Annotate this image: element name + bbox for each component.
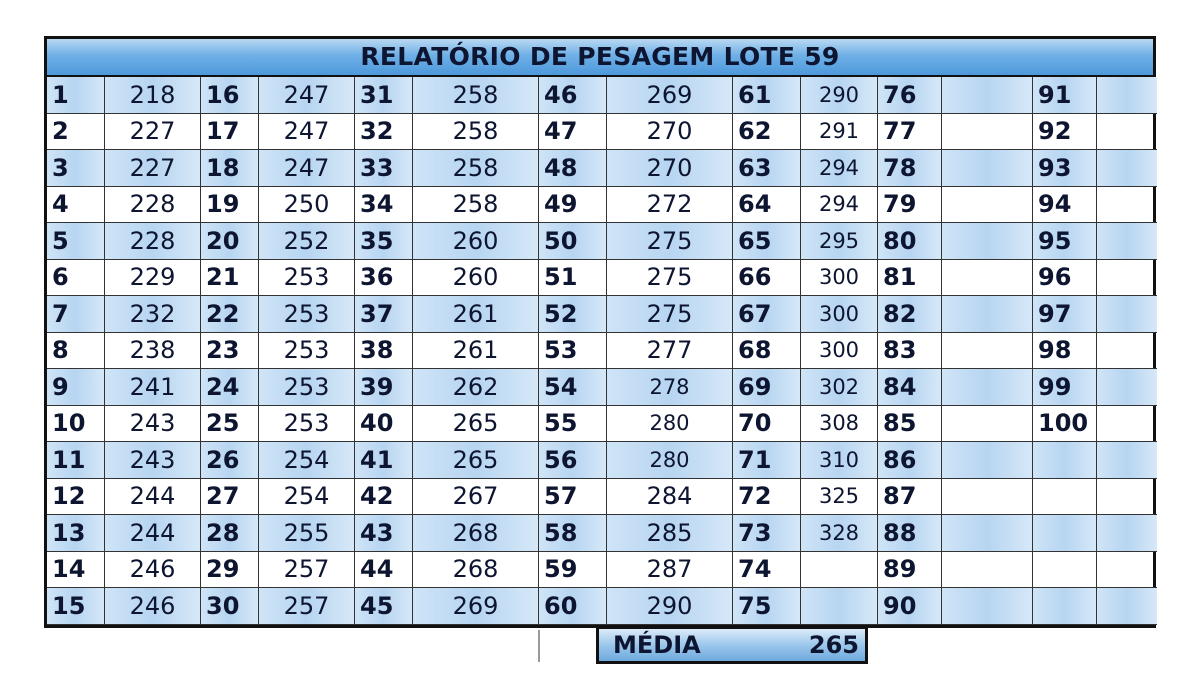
animal-number-cell: 63 <box>733 150 801 187</box>
weight-cell: 272 <box>607 187 733 224</box>
animal-number-cell: 17 <box>201 114 259 151</box>
weight-cell <box>1097 442 1157 479</box>
animal-number-cell: 46 <box>539 77 607 114</box>
weight-cell: 269 <box>607 77 733 114</box>
animal-number-cell: 36 <box>355 260 413 297</box>
weight-cell: 300 <box>801 296 878 333</box>
weight-cell: 243 <box>105 442 201 479</box>
animal-number-cell: 93 <box>1033 150 1097 187</box>
weight-cell: 246 <box>105 552 201 589</box>
animal-number-cell: 59 <box>539 552 607 589</box>
weight-cell <box>942 552 1033 589</box>
average-box <box>596 626 868 664</box>
animal-number-cell: 77 <box>878 114 942 151</box>
weight-cell <box>1097 479 1157 516</box>
weight-cell <box>1097 150 1157 187</box>
animal-number-cell: 13 <box>47 515 105 552</box>
animal-number-cell: 97 <box>1033 296 1097 333</box>
animal-number-cell <box>1033 479 1097 516</box>
animal-number-cell: 81 <box>878 260 942 297</box>
weight-cell <box>1097 77 1157 114</box>
animal-number-cell: 78 <box>878 150 942 187</box>
weight-cell <box>942 479 1033 516</box>
weight-cell: 243 <box>105 406 201 443</box>
animal-number-cell: 25 <box>201 406 259 443</box>
animal-number-cell: 23 <box>201 333 259 370</box>
weight-cell <box>801 588 878 625</box>
animal-number-cell: 88 <box>878 515 942 552</box>
weight-cell: 290 <box>801 77 878 114</box>
animal-number-cell: 84 <box>878 369 942 406</box>
weight-cell <box>1097 223 1157 260</box>
weight-cell: 265 <box>413 406 539 443</box>
weight-cell: 253 <box>259 369 355 406</box>
weight-cell <box>942 296 1033 333</box>
animal-number-cell: 62 <box>733 114 801 151</box>
animal-number-cell: 66 <box>733 260 801 297</box>
weight-cell <box>1097 187 1157 224</box>
animal-number-cell: 53 <box>539 333 607 370</box>
weight-cell: 294 <box>801 187 878 224</box>
animal-number-cell: 64 <box>733 187 801 224</box>
animal-number-cell <box>1033 588 1097 625</box>
weight-cell: 255 <box>259 515 355 552</box>
weight-cell: 258 <box>413 114 539 151</box>
animal-number-cell: 28 <box>201 515 259 552</box>
animal-number-cell: 55 <box>539 406 607 443</box>
weighing-grid <box>47 77 1153 625</box>
animal-number-cell <box>1033 442 1097 479</box>
weight-cell: 218 <box>105 77 201 114</box>
weight-cell: 325 <box>801 479 878 516</box>
weight-cell <box>942 150 1033 187</box>
animal-number-cell: 82 <box>878 296 942 333</box>
animal-number-cell: 26 <box>201 442 259 479</box>
animal-number-cell: 11 <box>47 442 105 479</box>
animal-number-cell: 95 <box>1033 223 1097 260</box>
animal-number-cell: 10 <box>47 406 105 443</box>
weight-cell: 260 <box>413 260 539 297</box>
weight-cell <box>1097 588 1157 625</box>
animal-number-cell: 80 <box>878 223 942 260</box>
animal-number-cell: 83 <box>878 333 942 370</box>
animal-number-cell: 50 <box>539 223 607 260</box>
animal-number-cell: 4 <box>47 187 105 224</box>
animal-number-cell: 47 <box>539 114 607 151</box>
weighing-report-sheet <box>44 36 1156 628</box>
weight-cell: 328 <box>801 515 878 552</box>
weight-cell: 238 <box>105 333 201 370</box>
animal-number-cell: 35 <box>355 223 413 260</box>
weight-cell: 294 <box>801 150 878 187</box>
animal-number-cell: 32 <box>355 114 413 151</box>
animal-number-cell <box>1033 515 1097 552</box>
animal-number-cell: 31 <box>355 77 413 114</box>
animal-number-cell: 60 <box>539 588 607 625</box>
animal-number-cell: 21 <box>201 260 259 297</box>
animal-number-cell: 92 <box>1033 114 1097 151</box>
weight-cell: 258 <box>413 150 539 187</box>
weight-cell: 232 <box>105 296 201 333</box>
animal-number-cell: 100 <box>1033 406 1097 443</box>
animal-number-cell: 44 <box>355 552 413 589</box>
weight-cell <box>942 223 1033 260</box>
weight-cell <box>942 406 1033 443</box>
animal-number-cell: 85 <box>878 406 942 443</box>
weight-cell <box>1097 552 1157 589</box>
weight-cell <box>1097 369 1157 406</box>
weight-cell: 252 <box>259 223 355 260</box>
animal-number-cell: 16 <box>201 77 259 114</box>
animal-number-cell: 22 <box>201 296 259 333</box>
animal-number-cell: 30 <box>201 588 259 625</box>
animal-number-cell: 38 <box>355 333 413 370</box>
animal-number-cell: 76 <box>878 77 942 114</box>
animal-number-cell: 86 <box>878 442 942 479</box>
weight-cell: 253 <box>259 296 355 333</box>
weight-cell: 302 <box>801 369 878 406</box>
animal-number-cell: 54 <box>539 369 607 406</box>
weight-cell: 241 <box>105 369 201 406</box>
animal-number-cell: 49 <box>539 187 607 224</box>
animal-number-cell: 42 <box>355 479 413 516</box>
animal-number-cell: 34 <box>355 187 413 224</box>
weight-cell: 269 <box>413 588 539 625</box>
animal-number-cell: 45 <box>355 588 413 625</box>
weight-cell: 260 <box>413 223 539 260</box>
weight-cell: 258 <box>413 77 539 114</box>
animal-number-cell: 72 <box>733 479 801 516</box>
animal-number-cell: 8 <box>47 333 105 370</box>
animal-number-cell: 24 <box>201 369 259 406</box>
animal-number-cell: 74 <box>733 552 801 589</box>
weight-cell: 247 <box>259 114 355 151</box>
weight-cell: 229 <box>105 260 201 297</box>
animal-number-cell: 12 <box>47 479 105 516</box>
weight-cell: 227 <box>105 114 201 151</box>
animal-number-cell: 15 <box>47 588 105 625</box>
weight-cell: 284 <box>607 479 733 516</box>
animal-number-cell: 94 <box>1033 187 1097 224</box>
weight-cell: 265 <box>413 442 539 479</box>
weight-cell: 275 <box>607 296 733 333</box>
animal-number-cell: 6 <box>47 260 105 297</box>
weight-cell <box>942 260 1033 297</box>
animal-number-cell: 56 <box>539 442 607 479</box>
weight-cell: 246 <box>105 588 201 625</box>
animal-number-cell: 7 <box>47 296 105 333</box>
weight-cell <box>942 187 1033 224</box>
weight-cell: 295 <box>801 223 878 260</box>
animal-number-cell: 29 <box>201 552 259 589</box>
animal-number-cell: 71 <box>733 442 801 479</box>
animal-number-cell: 27 <box>201 479 259 516</box>
weight-cell: 262 <box>413 369 539 406</box>
weight-cell <box>942 333 1033 370</box>
weight-cell: 227 <box>105 150 201 187</box>
weight-cell: 267 <box>413 479 539 516</box>
weight-cell: 270 <box>607 150 733 187</box>
weight-cell: 253 <box>259 260 355 297</box>
animal-number-cell: 73 <box>733 515 801 552</box>
weight-cell <box>942 588 1033 625</box>
weight-cell: 254 <box>259 442 355 479</box>
weight-cell: 257 <box>259 552 355 589</box>
weight-cell <box>801 552 878 589</box>
animal-number-cell: 37 <box>355 296 413 333</box>
weight-cell <box>942 114 1033 151</box>
weight-cell <box>1097 515 1157 552</box>
animal-number-cell: 1 <box>47 77 105 114</box>
animal-number-cell: 65 <box>733 223 801 260</box>
divider-mark <box>538 630 540 662</box>
animal-number-cell: 89 <box>878 552 942 589</box>
animal-number-cell: 3 <box>47 150 105 187</box>
animal-number-cell: 67 <box>733 296 801 333</box>
animal-number-cell: 68 <box>733 333 801 370</box>
weight-cell: 244 <box>105 479 201 516</box>
weight-cell <box>1097 406 1157 443</box>
weight-cell: 228 <box>105 187 201 224</box>
weight-cell <box>942 442 1033 479</box>
report-title: RELATÓRIO DE PESAGEM LOTE 59 <box>47 39 1153 77</box>
animal-number-cell <box>1033 552 1097 589</box>
weight-cell: 285 <box>607 515 733 552</box>
weight-cell: 253 <box>259 333 355 370</box>
animal-number-cell: 40 <box>355 406 413 443</box>
weight-cell: 228 <box>105 223 201 260</box>
animal-number-cell: 87 <box>878 479 942 516</box>
animal-number-cell: 33 <box>355 150 413 187</box>
weight-cell: 300 <box>801 333 878 370</box>
animal-number-cell: 75 <box>733 588 801 625</box>
animal-number-cell: 41 <box>355 442 413 479</box>
animal-number-cell: 57 <box>539 479 607 516</box>
weight-cell: 275 <box>607 223 733 260</box>
animal-number-cell: 70 <box>733 406 801 443</box>
weight-cell <box>942 77 1033 114</box>
weight-cell: 250 <box>259 187 355 224</box>
animal-number-cell: 19 <box>201 187 259 224</box>
weight-cell: 258 <box>413 187 539 224</box>
weight-cell <box>1097 260 1157 297</box>
weight-cell: 308 <box>801 406 878 443</box>
weight-cell: 300 <box>801 260 878 297</box>
weight-cell: 280 <box>607 406 733 443</box>
animal-number-cell: 9 <box>47 369 105 406</box>
weight-cell: 253 <box>259 406 355 443</box>
animal-number-cell: 48 <box>539 150 607 187</box>
weight-cell: 270 <box>607 114 733 151</box>
weight-cell: 278 <box>607 369 733 406</box>
animal-number-cell: 98 <box>1033 333 1097 370</box>
weight-cell <box>1097 114 1157 151</box>
animal-number-cell: 20 <box>201 223 259 260</box>
animal-number-cell: 51 <box>539 260 607 297</box>
weight-cell: 261 <box>413 296 539 333</box>
weight-cell <box>1097 296 1157 333</box>
weight-cell: 247 <box>259 77 355 114</box>
weight-cell: 257 <box>259 588 355 625</box>
weight-cell: 268 <box>413 515 539 552</box>
animal-number-cell: 99 <box>1033 369 1097 406</box>
weight-cell: 280 <box>607 442 733 479</box>
animal-number-cell: 91 <box>1033 77 1097 114</box>
weight-cell: 247 <box>259 150 355 187</box>
animal-number-cell: 69 <box>733 369 801 406</box>
weight-cell: 261 <box>413 333 539 370</box>
average-value: 265 <box>808 631 859 659</box>
animal-number-cell: 79 <box>878 187 942 224</box>
animal-number-cell: 2 <box>47 114 105 151</box>
animal-number-cell: 90 <box>878 588 942 625</box>
weight-cell: 291 <box>801 114 878 151</box>
weight-cell <box>942 369 1033 406</box>
weight-cell: 277 <box>607 333 733 370</box>
weight-cell <box>942 515 1033 552</box>
weight-cell: 290 <box>607 588 733 625</box>
animal-number-cell: 43 <box>355 515 413 552</box>
animal-number-cell: 39 <box>355 369 413 406</box>
animal-number-cell: 96 <box>1033 260 1097 297</box>
animal-number-cell: 52 <box>539 296 607 333</box>
animal-number-cell: 61 <box>733 77 801 114</box>
weight-cell: 268 <box>413 552 539 589</box>
animal-number-cell: 58 <box>539 515 607 552</box>
weight-cell: 310 <box>801 442 878 479</box>
weight-cell: 287 <box>607 552 733 589</box>
animal-number-cell: 18 <box>201 150 259 187</box>
weight-cell <box>1097 333 1157 370</box>
weight-cell: 244 <box>105 515 201 552</box>
weight-cell: 275 <box>607 260 733 297</box>
weight-cell: 254 <box>259 479 355 516</box>
animal-number-cell: 5 <box>47 223 105 260</box>
animal-number-cell: 14 <box>47 552 105 589</box>
average-label: MÉDIA <box>613 631 701 659</box>
